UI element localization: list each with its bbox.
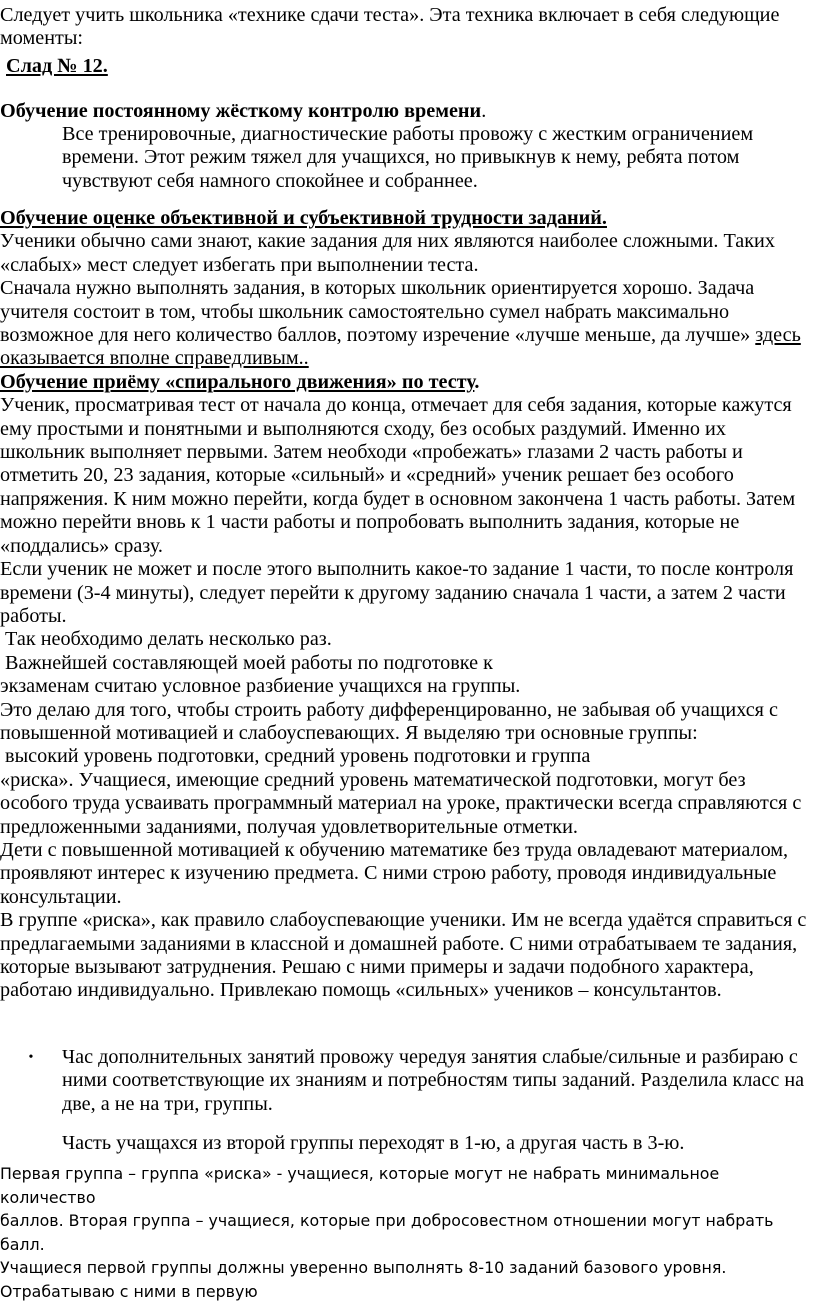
section3-paragraph-1: Ученик, просматривая тест от начала до конца, отмечает для себя задания, которые кажутся ему простыми и понятными и выполняются сходу, без особых раздумий. Именно их школьник выполняет первыми. Затем необходи «пробежать» глазами 2 часть работы и отметить 20, 23 задания, которые «сильный» и «средний» ученик решает без особого напряжения. К ним можно перейти, когда будет в основном закончена 1 часть работы. Затем можно перейти вновь к 1 части работы и попробовать выполнить задания, которые не «поддались» сразу. xyxy=(0,394,814,558)
section1-title: Обучение постоянному жёсткому контролю времени xyxy=(0,100,481,122)
section3-heading xyxy=(0,371,814,394)
groups-paragraph-5: В группе «риска», как правило слабоуспевающие ученики. Им не всегда удаётся справиться с предлагаемыми заданиями в классной и домашней работе. С ними отрабатываем те задания, которые вызывают затруднения. Решаю с ними примеры и задачи подобного характера, работаю индивидуально. Привлекаю помощь «сильных» учеников – консультантов. xyxy=(0,909,814,1003)
groups-paragraph-1-line-2: экзаменам считаю условное разбиение учащихся на группы. xyxy=(0,675,814,698)
sans-line-2: баллов. Вторая группа – учащиеся, которые при добросовестном отношении могут набрать балл. xyxy=(0,1209,814,1256)
section2-paragraph-2 xyxy=(0,277,814,371)
section3-paragraph-2: Если ученик не может и после этого выполнить какое-то задание 1 части, то после контроля времени (3-4 минуты), следует перейти к другому заданию сначала 1 части, а затем 2 части работы. xyxy=(0,558,814,628)
groups-paragraph-3-rest: «риска». Учащиеся, имеющие средний уровень математической подготовки, могут без особого труда усваивать программный материал на уроке, практически всегда справляются с предложенными заданиями, получая удовлетворительные отметки. xyxy=(0,769,814,839)
sans-line-1: Первая группа – группа «риска» - учащиеся, которые могут не набрать минимальное количество xyxy=(0,1162,814,1209)
intro-paragraph: Следует учить школьника «технике сдачи теста». Эта техника включает в себя следующие моменты: xyxy=(0,4,812,51)
groups-paragraph-1-line-1: Важнейшей составляющей моей работы по подготовке к xyxy=(0,652,814,675)
bullet-text: Час дополнительных занятий провожу чередуя занятия слабые/сильные и разбираю с ними соответствующие их знаниям и потребностям типы заданий. Разделила класс на две, а не на три, группы. xyxy=(62,1046,814,1116)
section3-title: Обучение приёму «спирального движения» по тесту xyxy=(0,371,474,393)
section1-title-punct: . xyxy=(481,100,486,122)
groups-paragraph-4: Дети с повышенной мотивацией к обучению математике без труда овладевают материалом, проявляют интерес к изучению предмета. С ними строю работу, проводя индивидуальные консультации. xyxy=(0,839,814,909)
sans-line-3: Учащиеся первой группы должны уверенно выполнять 8-10 заданий базового уровня. xyxy=(0,1256,814,1280)
section3-paragraph-3: Так необходимо делать несколько раз. xyxy=(0,628,814,651)
groups-paragraph-2: Это делаю для того, чтобы строить работу дифференцированно, не забывая об учащихся с повышенной мотивацией и слабоуспевающих. Я выделяю три основные группы: xyxy=(0,699,814,746)
slide-label: Слад № 12. xyxy=(6,55,108,78)
bullet-list xyxy=(0,1046,814,1116)
section2-paragraph-1: Ученики обычно сами знают, какие задания для них являются наиболее сложными. Таких «слабых» мест следует избегать при выполнении теста. xyxy=(0,230,814,277)
section2-title: Обучение оценке объективной и субъективной трудности заданий. xyxy=(0,207,814,230)
sans-line-4: Отрабатываю с ними в первую xyxy=(0,1280,814,1303)
section2-paragraph-2-underlined: здесь оказывается вполне справедливым.. xyxy=(0,324,801,369)
sans-text-block xyxy=(0,1162,814,1303)
section2-paragraph-2-text: Сначала нужно выполнять задания, в которых школьник ориентируется хорошо. Задача учителя состоит в том, чтобы школьник самостоятельно сумел набрать максимально возможное для него количество баллов, поэтому изречение «лучше меньше, да лучше» xyxy=(0,277,754,346)
section3-title-punct: . xyxy=(474,371,479,393)
after-bullet-paragraph: Часть учащахся из второй группы переходят в 1-ю, а другая часть в 3-ю. xyxy=(62,1132,812,1155)
bullet-marker-icon: • xyxy=(0,1046,62,1116)
section1-body: Все тренировочные, диагностические работы провожу с жестким ограничением времени. Этот режим тяжел для учащихся, но привыкнув к нему, ребята потом чувствуют себя намного спокойнее и собраннее. xyxy=(62,123,812,193)
list-item xyxy=(0,1046,814,1116)
section1-heading xyxy=(0,100,486,123)
groups-paragraph-3-line-1: высокий уровень подготовки, средний уровень подготовки и группа xyxy=(0,745,814,768)
main-text-block xyxy=(0,207,814,1003)
